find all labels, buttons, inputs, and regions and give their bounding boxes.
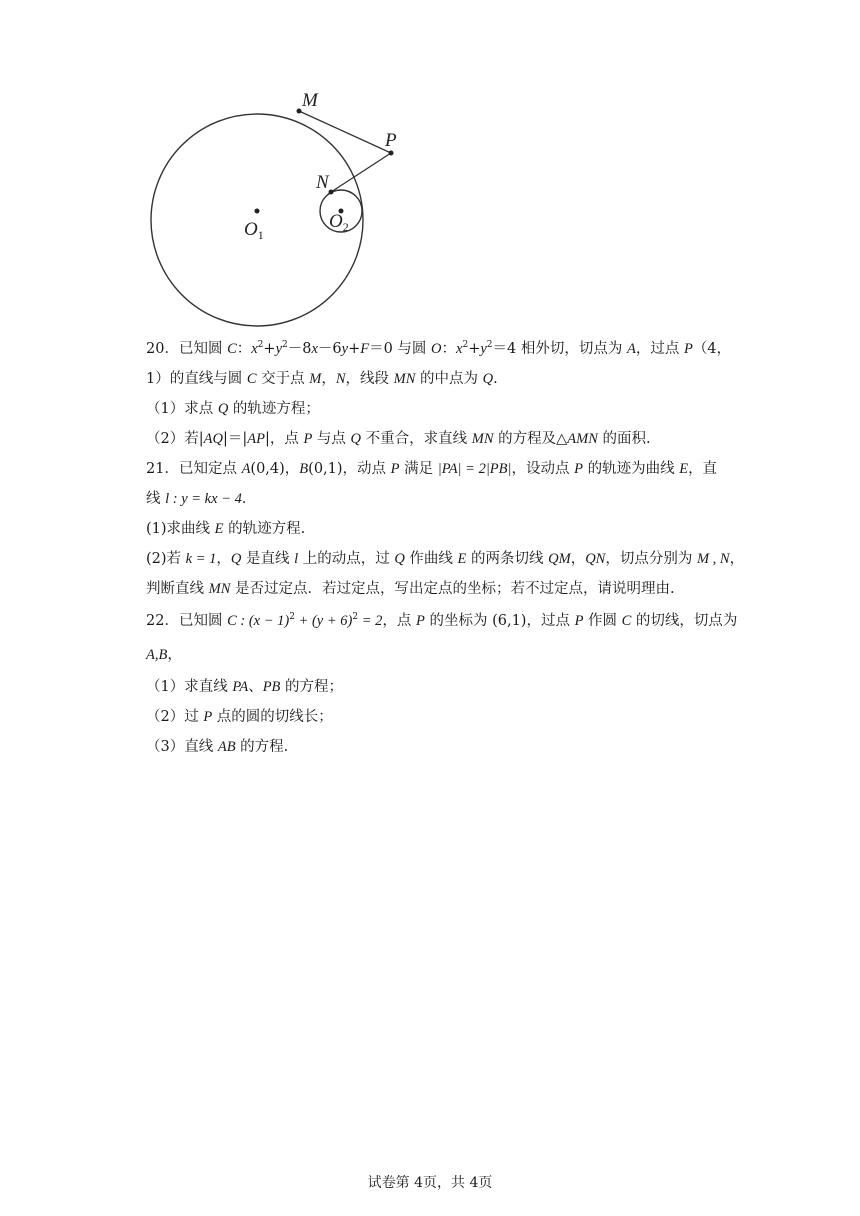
q20-line1: 20．已知圆 C：$x^2+y^2-8x-6y+F=0$ 与圆 O：$x^2+y^2=4$ 相外切，切点为 A，过点 P（4， <box>146 340 732 357</box>
point-n <box>329 190 334 195</box>
label-o1: $O_1$ <box>244 219 264 242</box>
q21-part1: (1)求曲线 E 的轨迹方程. <box>146 521 306 537</box>
q20-part1: （1）求点 Q 的轨迹方程； <box>146 401 320 417</box>
q22-part3: （3）直线 AB 的方程. <box>146 739 289 755</box>
q22-line1: 22．已知圆 C : $(x - 1)^2 + (y + 6)^2 = 2$，点 P 的坐标为 (6,1)，过点 P 作圆 C 的切线，切点为 <box>146 612 738 629</box>
q20-part2: （2）若|AQ|＝|AP|，点 P 与点 Q 不重合，求直线 MN 的方程及△AMN 的面积. <box>146 431 651 447</box>
tangent-pm <box>299 111 391 153</box>
q22-part2: （2）过 P 点的圆的切线长； <box>146 709 333 725</box>
q20-line2: 1）的直线与圆 C 交于点 M，N，线段 MN 的中点为 Q. <box>146 371 498 387</box>
label-p: P <box>385 130 397 151</box>
q21-part2: (2)若 k = 1，Q 是直线 l 上的动点，过 Q 作曲线 E 的两条切线 QM，QN，切点分别为 M , N， <box>146 551 745 567</box>
q21-line2: 线 l : y = kx − 4． <box>146 491 257 507</box>
point-p <box>389 151 394 156</box>
point-m <box>297 109 302 114</box>
q22-part1: （1）求直线 PA、PB 的方程； <box>146 679 344 695</box>
q22-line2: A,B， <box>146 647 182 663</box>
q21-line1: 21．已知定点 A(0,4)，B(0,1)，动点 P 满足 |PA| = 2|PB|，设动点 P 的轨迹为曲线 E，直 <box>146 461 718 477</box>
label-m: M <box>302 90 318 111</box>
page-footer: 试卷第 4页，共 4页 <box>367 1175 493 1191</box>
q21-part2-cont: 判断直线 MN 是否过定点．若过定点，写出定点的坐标；若不过定点，请说明理由. <box>146 581 675 597</box>
label-n: N <box>316 172 329 193</box>
point-o1 <box>255 209 260 214</box>
tangent-pn <box>331 153 391 192</box>
label-o2: $O_2$ <box>329 211 349 234</box>
geometry-figure <box>140 80 430 330</box>
